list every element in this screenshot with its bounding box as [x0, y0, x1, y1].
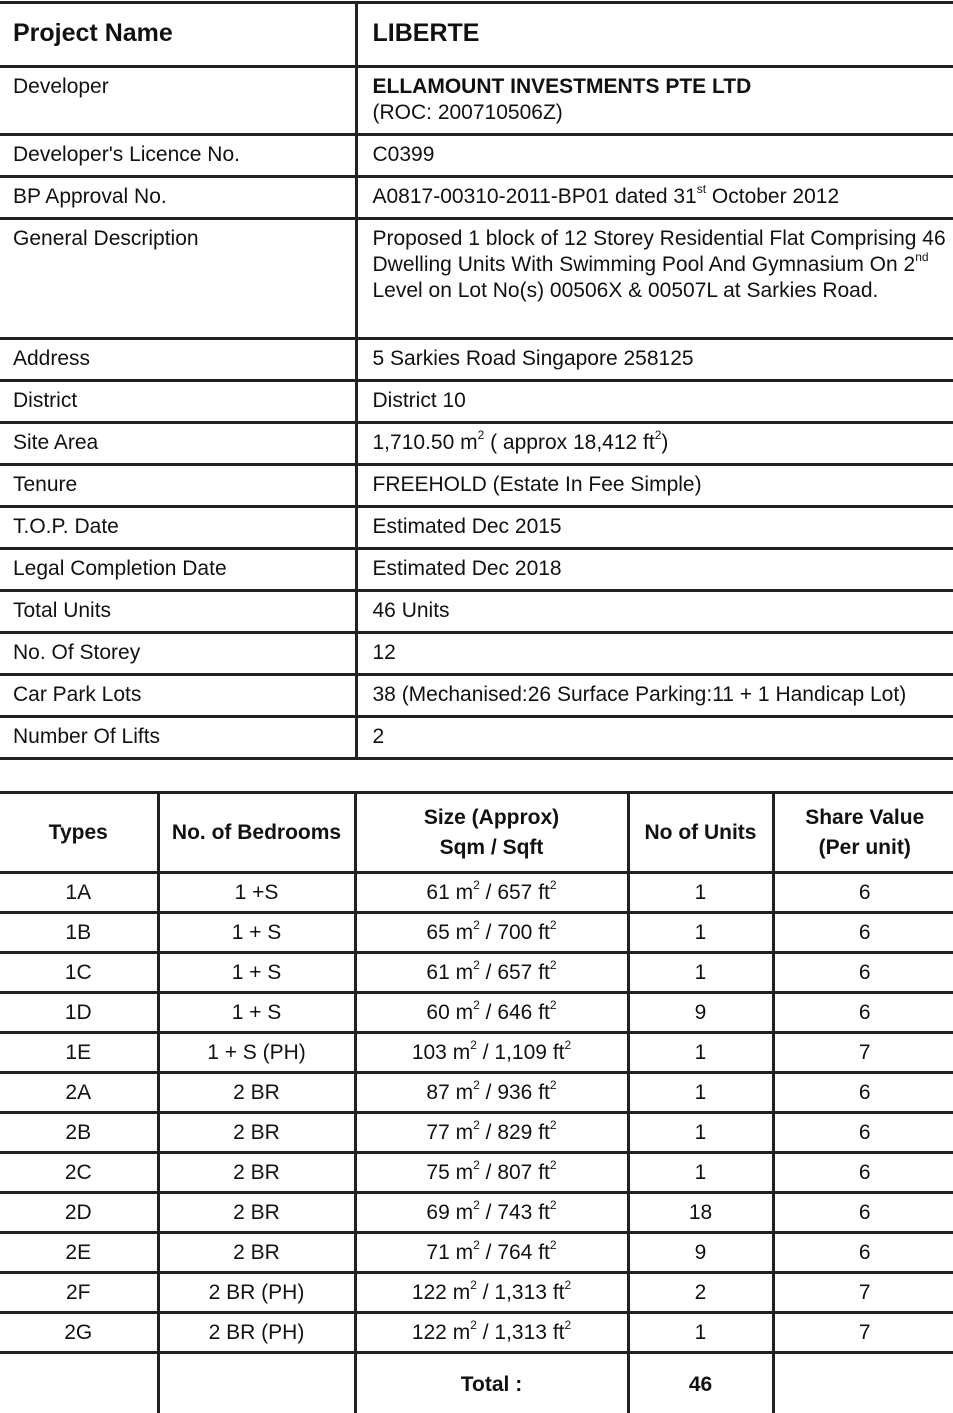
sqm-unit: m	[456, 1121, 474, 1144]
unit-sqft: 1,313	[494, 1281, 547, 1304]
licence-row	[0, 135, 953, 177]
table-row	[0, 913, 953, 953]
unit-bedrooms: 2 BR	[233, 1161, 280, 1184]
bp-approval-label: BP Approval No.	[0, 177, 356, 219]
share-value-cell	[773, 1313, 953, 1353]
bedrooms-cell	[158, 1313, 355, 1353]
unit-type: 2B	[65, 1121, 91, 1144]
site-area-close: )	[661, 431, 668, 454]
district-value: District 10	[356, 381, 953, 423]
bp-approval-value	[356, 177, 953, 219]
sqm-power: 2	[470, 1278, 477, 1292]
total-label: Total :	[355, 1353, 628, 1413]
sqft-unit: ft	[538, 1081, 550, 1104]
car-park-row	[0, 675, 953, 717]
unit-sqm: 103	[412, 1041, 447, 1064]
unit-type-cell	[0, 1193, 158, 1233]
share-header	[773, 793, 953, 873]
sqft-unit: ft	[538, 1001, 550, 1024]
unit-share-value: 7	[859, 1041, 871, 1064]
unit-type: 2E	[65, 1241, 91, 1264]
unit-count: 9	[695, 1001, 707, 1024]
unit-sqm: 60	[426, 1001, 449, 1024]
share-value-cell	[773, 1113, 953, 1153]
total-value: 46	[628, 1353, 773, 1413]
size-header-line2: Sqm / Sqft	[359, 833, 625, 863]
size-cell: 60 $m^2 / 646$ $ft^2$	[355, 993, 628, 1033]
developer-row	[0, 67, 953, 135]
unit-count-cell	[628, 1233, 773, 1273]
description-text-end: Level on Lot No(s) 00506X & 00507L at Sarkies Road.	[373, 279, 879, 302]
unit-type: 1E	[65, 1041, 91, 1064]
description-value	[356, 219, 953, 339]
unit-count-cell	[628, 1273, 773, 1313]
sqm-power: 2	[473, 998, 480, 1012]
sqft-unit: ft	[538, 921, 550, 944]
unit-type: 1B	[65, 921, 91, 944]
unit-count-cell	[628, 1033, 773, 1073]
sqm-unit: m	[453, 1041, 471, 1064]
developer-name: ELLAMOUNT INVESTMENTS PTE LTD	[373, 74, 953, 100]
unit-sqft: 1,109	[494, 1041, 547, 1064]
unit-count: 9	[695, 1241, 707, 1264]
share-value-cell	[773, 953, 953, 993]
unit-bedrooms: 2 BR	[233, 1081, 280, 1104]
unit-types-body	[0, 873, 953, 1353]
unit-count: 1	[695, 1081, 707, 1104]
site-area-sqft: ( approx 18,412 ft	[484, 431, 654, 454]
unit-type: 2D	[65, 1201, 92, 1224]
sqm-power: 2	[470, 1038, 477, 1052]
sqft-power: 2	[550, 1238, 557, 1252]
table-row	[0, 873, 953, 913]
sqm-unit: m	[456, 921, 474, 944]
types-header: Types	[0, 793, 158, 873]
sqft-power: 2	[550, 1118, 557, 1132]
share-value-cell	[773, 873, 953, 913]
unit-types-table	[0, 791, 953, 1413]
unit-sqm: 71	[426, 1241, 449, 1264]
table-row	[0, 1073, 953, 1113]
storey-value: 12	[356, 633, 953, 675]
unit-sqm: 65	[426, 921, 449, 944]
sqft-power: 2	[550, 998, 557, 1012]
unit-share-value: 6	[859, 1081, 871, 1104]
sqft-power: 2	[564, 1278, 571, 1292]
unit-count-cell	[628, 953, 773, 993]
table-row	[0, 1273, 953, 1313]
unit-count-cell	[628, 873, 773, 913]
bedrooms-header: No. of Bedrooms	[158, 793, 355, 873]
unit-bedrooms: 1 + S	[232, 961, 282, 984]
unit-count: 1	[695, 921, 707, 944]
unit-bedrooms: 1 +S	[235, 881, 279, 904]
table-row	[0, 993, 953, 1033]
sqm-power: 2	[473, 1158, 480, 1172]
car-park-label: Car Park Lots	[0, 675, 356, 717]
unit-count: 18	[689, 1201, 712, 1224]
share-header-line1: Share Value	[777, 803, 953, 833]
unit-share-value: 6	[859, 1001, 871, 1024]
storey-label: No. Of Storey	[0, 633, 356, 675]
sqft-unit: ft	[553, 1281, 565, 1304]
unit-bedrooms: 2 BR (PH)	[209, 1321, 305, 1344]
unit-bedrooms: 2 BR (PH)	[209, 1281, 305, 1304]
tenure-row	[0, 465, 953, 507]
unit-count-cell	[628, 1193, 773, 1233]
unit-type-cell	[0, 1153, 158, 1193]
unit-type-cell	[0, 913, 158, 953]
unit-type-cell	[0, 1033, 158, 1073]
share-value-cell	[773, 1033, 953, 1073]
bedrooms-cell	[158, 1273, 355, 1313]
top-date-row	[0, 507, 953, 549]
share-value-cell	[773, 993, 953, 1033]
unit-sqm: 61	[426, 881, 449, 904]
size-cell: 77 $m^2 / 829$ $ft^2$	[355, 1113, 628, 1153]
sqm-power: 2	[473, 958, 480, 972]
unit-type-cell	[0, 1233, 158, 1273]
unit-count: 1	[695, 1121, 707, 1144]
size-cell: 71 $m^2 / 764$ $ft^2$	[355, 1233, 628, 1273]
unit-share-value: 6	[859, 1161, 871, 1184]
site-area-row	[0, 423, 953, 465]
size-cell: 61 $m^2 / 657$ $ft^2$	[355, 873, 628, 913]
size-header	[355, 793, 628, 873]
developer-label: Developer	[0, 67, 356, 135]
total-empty-cell	[158, 1353, 355, 1413]
table-row	[0, 1153, 953, 1193]
sqm-unit: m	[456, 1001, 474, 1024]
unit-bedrooms: 2 BR	[233, 1201, 280, 1224]
sqft-unit: ft	[538, 1241, 550, 1264]
unit-sqft: 700	[497, 921, 532, 944]
sqm-power: 2	[473, 1118, 480, 1132]
sqm-power: 2	[473, 1078, 480, 1092]
address-label: Address	[0, 339, 356, 381]
unit-count-cell	[628, 1073, 773, 1113]
unit-count-cell	[628, 1313, 773, 1353]
legal-completion-label: Legal Completion Date	[0, 549, 356, 591]
unit-sqft: 646	[497, 1001, 532, 1024]
developer-value	[356, 67, 953, 135]
table-row	[0, 1193, 953, 1233]
unit-sqft: 657	[497, 961, 532, 984]
total-empty-cell	[773, 1353, 953, 1413]
unit-sqft: 807	[497, 1161, 532, 1184]
total-units-label: Total Units	[0, 591, 356, 633]
total-units-value: 46 Units	[356, 591, 953, 633]
table-row	[0, 1233, 953, 1273]
total-units-row	[0, 591, 953, 633]
site-area-sup-sqft: 2	[655, 428, 662, 442]
bp-approval-text-end: October 2012	[706, 185, 839, 208]
tenure-value: FREEHOLD (Estate In Fee Simple)	[356, 465, 953, 507]
lifts-row	[0, 717, 953, 759]
unit-share-value: 7	[859, 1281, 871, 1304]
sqft-power: 2	[564, 1038, 571, 1052]
sqft-unit: ft	[538, 1121, 550, 1144]
unit-type: 1C	[65, 961, 92, 984]
unit-sqm: 122	[412, 1321, 447, 1344]
size-cell: 65 $m^2 / 700$ $ft^2$	[355, 913, 628, 953]
sqft-power: 2	[550, 918, 557, 932]
sqm-unit: m	[456, 961, 474, 984]
unit-count: 1	[695, 1161, 707, 1184]
unit-type: 2C	[65, 1161, 92, 1184]
car-park-value: 38 (Mechanised:26 Surface Parking:11 + 1 Handicap Lot)	[356, 675, 953, 717]
unit-count-cell	[628, 1113, 773, 1153]
sqft-power: 2	[550, 1078, 557, 1092]
unit-share-value: 6	[859, 1121, 871, 1144]
sqft-unit: ft	[538, 881, 550, 904]
bedrooms-cell	[158, 1193, 355, 1233]
unit-type-cell	[0, 1313, 158, 1353]
sqm-power: 2	[473, 1238, 480, 1252]
unit-share-value: 6	[859, 1201, 871, 1224]
unit-bedrooms: 2 BR	[233, 1121, 280, 1144]
storey-row	[0, 633, 953, 675]
district-row	[0, 381, 953, 423]
unit-type-cell	[0, 1273, 158, 1313]
share-value-cell	[773, 1273, 953, 1313]
unit-sqft: 829	[497, 1121, 532, 1144]
unit-type-cell	[0, 1113, 158, 1153]
unit-type-cell	[0, 953, 158, 993]
description-text: Proposed 1 block of 12 Storey Residential Flat Comprising 46 Dwelling Units With Swimming Pool And Gymnasium On 2	[373, 227, 946, 276]
unit-types-header-row	[0, 793, 953, 873]
sqft-power: 2	[550, 1158, 557, 1172]
share-value-cell	[773, 1153, 953, 1193]
tenure-label: Tenure	[0, 465, 356, 507]
unit-bedrooms: 2 BR	[233, 1241, 280, 1264]
sqm-power: 2	[473, 918, 480, 932]
unit-share-value: 6	[859, 1241, 871, 1264]
size-cell: 69 $m^2 / 743$ $ft^2$	[355, 1193, 628, 1233]
table-row	[0, 1033, 953, 1073]
sqft-unit: ft	[553, 1041, 565, 1064]
unit-sqm: 77	[426, 1121, 449, 1144]
sqft-unit: ft	[553, 1321, 565, 1344]
unit-type-cell	[0, 1073, 158, 1113]
sqft-power: 2	[564, 1318, 571, 1332]
legal-completion-value: Estimated Dec 2018	[356, 549, 953, 591]
table-row	[0, 953, 953, 993]
total-empty-cell	[0, 1353, 158, 1413]
unit-count-cell	[628, 993, 773, 1033]
bedrooms-cell	[158, 1113, 355, 1153]
share-value-cell	[773, 1233, 953, 1273]
size-cell: 122 $m^2 / 1,313$ $ft^2$	[355, 1313, 628, 1353]
unit-bedrooms: 1 + S	[232, 921, 282, 944]
unit-sqft: 936	[497, 1081, 532, 1104]
share-value-cell	[773, 913, 953, 953]
sqft-unit: ft	[538, 961, 550, 984]
bedrooms-cell	[158, 913, 355, 953]
unit-type-cell	[0, 993, 158, 1033]
top-date-label: T.O.P. Date	[0, 507, 356, 549]
size-cell: 122 $m^2 / 1,313$ $ft^2$	[355, 1273, 628, 1313]
bp-approval-row	[0, 177, 953, 219]
sqft-unit: ft	[538, 1201, 550, 1224]
unit-type-cell	[0, 873, 158, 913]
unit-sqm: 75	[426, 1161, 449, 1184]
description-label: General Description	[0, 219, 356, 339]
unit-sqm: 61	[426, 961, 449, 984]
legal-completion-row	[0, 549, 953, 591]
size-cell: 75 $m^2 / 807$ $ft^2$	[355, 1153, 628, 1193]
share-value-cell	[773, 1193, 953, 1233]
unit-type: 2F	[66, 1281, 91, 1304]
bedrooms-cell	[158, 1153, 355, 1193]
sqm-unit: m	[456, 1161, 474, 1184]
district-label: District	[0, 381, 356, 423]
project-name-label: Project Name	[0, 3, 356, 67]
unit-share-value: 7	[859, 1321, 871, 1344]
sqm-unit: m	[453, 1281, 471, 1304]
unit-count: 1	[695, 961, 707, 984]
bedrooms-cell	[158, 1073, 355, 1113]
unit-bedrooms: 1 + S	[232, 1001, 282, 1024]
bedrooms-cell	[158, 1033, 355, 1073]
share-value-cell	[773, 1073, 953, 1113]
project-name-value: LIBERTE	[356, 3, 953, 67]
unit-count: 1	[695, 1041, 707, 1064]
unit-sqft: 657	[497, 881, 532, 904]
site-area-value	[356, 423, 953, 465]
sqm-unit: m	[456, 1241, 474, 1264]
bedrooms-cell	[158, 1233, 355, 1273]
unit-count: 2	[695, 1281, 707, 1304]
sqft-power: 2	[550, 1198, 557, 1212]
bedrooms-cell	[158, 993, 355, 1033]
units-header: No of Units	[628, 793, 773, 873]
total-row	[0, 1353, 953, 1413]
unit-share-value: 6	[859, 961, 871, 984]
licence-label: Developer's Licence No.	[0, 135, 356, 177]
licence-value: C0399	[356, 135, 953, 177]
unit-bedrooms: 1 + S (PH)	[207, 1041, 306, 1064]
project-name-row	[0, 3, 953, 67]
unit-type: 1D	[65, 1001, 92, 1024]
sqft-unit: ft	[538, 1161, 550, 1184]
developer-roc: (ROC: 200710506Z)	[373, 101, 563, 124]
unit-share-value: 6	[859, 921, 871, 944]
bedrooms-cell	[158, 953, 355, 993]
unit-sqft: 1,313	[494, 1321, 547, 1344]
share-header-line2: (Per unit)	[777, 833, 953, 863]
unit-count: 1	[695, 1321, 707, 1344]
bedrooms-cell	[158, 873, 355, 913]
unit-sqm: 122	[412, 1281, 447, 1304]
site-area-label: Site Area	[0, 423, 356, 465]
address-row	[0, 339, 953, 381]
bp-approval-sup: st	[697, 182, 706, 196]
site-area-sup-sqm: 2	[478, 428, 485, 442]
size-header-line1: Size (Approx)	[359, 803, 625, 833]
lifts-label: Number Of Lifts	[0, 717, 356, 759]
size-cell: 61 $m^2 / 657$ $ft^2$	[355, 953, 628, 993]
lifts-value: 2	[356, 717, 953, 759]
unit-type: 2G	[64, 1321, 92, 1344]
top-date-value: Estimated Dec 2015	[356, 507, 953, 549]
sqm-power: 2	[473, 878, 480, 892]
address-value: 5 Sarkies Road Singapore 258125	[356, 339, 953, 381]
unit-sqft: 743	[497, 1201, 532, 1224]
unit-count: 1	[695, 881, 707, 904]
sqft-power: 2	[550, 878, 557, 892]
unit-count-cell	[628, 1153, 773, 1193]
unit-sqft: 764	[497, 1241, 532, 1264]
bp-approval-text: A0817-00310-2011-BP01 dated 31	[373, 185, 697, 208]
description-sup: nd	[915, 250, 928, 264]
unit-sqm: 69	[426, 1201, 449, 1224]
unit-type: 2A	[65, 1081, 91, 1104]
sqm-unit: m	[453, 1321, 471, 1344]
description-row	[0, 219, 953, 339]
sqm-power: 2	[473, 1198, 480, 1212]
unit-sqm: 87	[426, 1081, 449, 1104]
sqm-unit: m	[456, 1081, 474, 1104]
table-row	[0, 1113, 953, 1153]
project-info-table	[0, 1, 953, 760]
unit-count-cell	[628, 913, 773, 953]
sqm-unit: m	[456, 881, 474, 904]
size-cell: 87 $m^2 / 936$ $ft^2$	[355, 1073, 628, 1113]
unit-type: 1A	[65, 881, 91, 904]
size-cell: 103 $m^2 / 1,109$ $ft^2$	[355, 1033, 628, 1073]
sqm-power: 2	[470, 1318, 477, 1332]
sqft-power: 2	[550, 958, 557, 972]
site-area-sqm: 1,710.50 m	[373, 431, 478, 454]
unit-share-value: 6	[859, 881, 871, 904]
table-row	[0, 1313, 953, 1353]
sqm-unit: m	[456, 1201, 474, 1224]
